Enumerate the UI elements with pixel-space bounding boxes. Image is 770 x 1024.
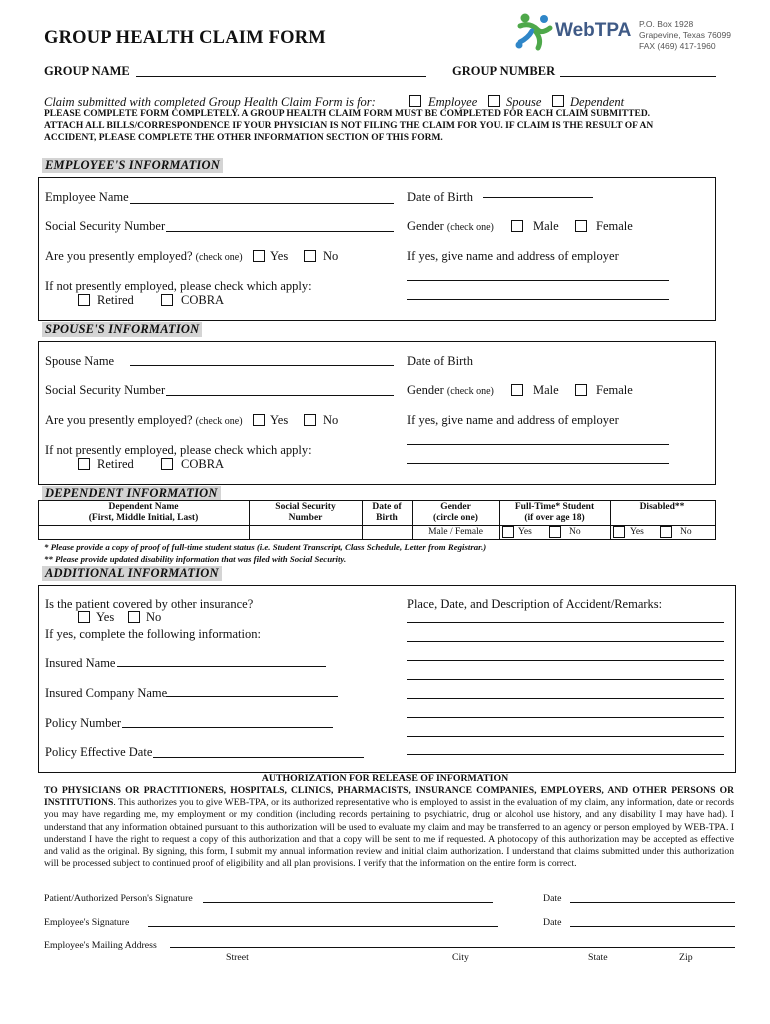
spouse-employed-no-label: No — [323, 413, 339, 427]
remarks-line-4[interactable] — [407, 679, 724, 680]
policy-number-label: Policy Number — [45, 716, 122, 730]
employee-cobra-label: COBRA — [181, 293, 225, 307]
instructions-line-1: PLEASE COMPLETE FORM COMPLETELY. A GROUP HEALTH CLAIM FORM MUST BE COMPLETED FOR EACH CLAIM SUBMITTED. — [44, 109, 651, 119]
dep-col-ssn-1: Social Security — [275, 502, 336, 512]
check-one-text: (check one) — [195, 416, 243, 427]
insured-company-label: Insured Company Name — [45, 686, 168, 700]
employee-employer-field-1[interactable] — [407, 280, 669, 281]
employee-signature-label: Employee's Signature — [44, 917, 130, 928]
dep-col-name-1: Dependent Name — [108, 502, 179, 512]
dependent-checkbox[interactable] — [552, 95, 564, 107]
employee-employed-yes-checkbox[interactable] — [253, 250, 265, 262]
dep-disabled-no-checkbox[interactable] — [660, 526, 672, 538]
insured-company-field[interactable] — [166, 696, 338, 697]
employee-employer-label: If yes, give name and address of employer — [407, 249, 619, 263]
accident-remarks-label: Place, Date, and Description of Accident/Remarks: — [407, 597, 663, 611]
employee-option: Employee — [428, 95, 478, 109]
spouse-retired-checkbox[interactable] — [78, 458, 90, 470]
spouse-employed-yes-checkbox[interactable] — [253, 414, 265, 426]
remarks-line-3[interactable] — [407, 660, 724, 661]
employee-section-heading: EMPLOYEE'S INFORMATION — [42, 158, 223, 173]
other-insurance-yes-checkbox[interactable] — [78, 611, 90, 623]
employee-date-field[interactable] — [570, 926, 735, 927]
spouse-female-checkbox[interactable] — [575, 384, 587, 396]
spouse-name-label: Spouse Name — [45, 354, 115, 368]
spouse-ssn-field[interactable] — [166, 395, 394, 396]
authorization-heading: AUTHORIZATION FOR RELEASE OF INFORMATION — [261, 773, 509, 784]
spouse-employer-label: If yes, give name and address of employer — [407, 413, 619, 427]
address-line-2: Grapevine, Texas 76099 — [639, 30, 731, 40]
employee-female-checkbox[interactable] — [575, 220, 587, 232]
dep-col-gender-1: Gender — [440, 502, 471, 512]
dependent-option: Dependent — [570, 95, 625, 109]
employee-name-label: Employee Name — [45, 190, 129, 204]
group-name-field[interactable] — [136, 76, 426, 77]
mailing-address-label: Employee's Mailing Address — [44, 940, 157, 951]
spouse-name-field[interactable] — [130, 365, 394, 366]
spouse-employer-field-1[interactable] — [407, 444, 669, 445]
employee-not-employed-label: If not presently employed, please check which apply: — [45, 279, 312, 293]
mailing-address-field[interactable] — [170, 947, 735, 948]
employee-cobra-checkbox[interactable] — [161, 294, 173, 306]
spouse-cobra-label: COBRA — [181, 457, 225, 471]
patient-date-label: Date — [543, 893, 562, 904]
address-line-1: P.O. Box 1928 — [639, 19, 694, 29]
webtpa-logo-icon — [512, 12, 556, 52]
employee-female-label: Female — [596, 219, 633, 233]
claim-for-label: Claim submitted with completed Group Health Claim Form is for: — [44, 95, 376, 109]
dependent-note-2: ** Please provide updated disability information that was filed with Social Security. — [44, 554, 347, 564]
other-insurance-no-checkbox[interactable] — [128, 611, 140, 623]
spouse-male-label: Male — [533, 383, 559, 397]
form-title: GROUP HEALTH CLAIM FORM — [44, 28, 326, 48]
instructions-line-2: ATTACH ALL BILLS/CORRESPONDENCE IF YOUR PHYSICIAN IS NOT FILING THE CLAIM FOR YOU. IF CLAIM IS THE RESULT OF AN — [44, 121, 654, 131]
employee-dob-label: Date of Birth — [407, 190, 473, 204]
remarks-line-5[interactable] — [407, 698, 724, 699]
spouse-employer-field-2[interactable] — [407, 463, 669, 464]
dep-disabled-no-label: No — [680, 527, 692, 537]
city-label: City — [452, 952, 469, 963]
authorization-body: . This authorizes you to give WEB-TPA, or its authorized representative who is employed to assist in the evaluation of my claim, any information, date or records you may have regarding me, my employment or my condition (including records pertaining to psychiatric, drug or alcohol use history, and any disability I may have had). I understand that any information obtained pursuant to this authorization will be used to evaluate my claim and may be transferred to an agency or person employed by WEB-TPA. I understand I have the right to request a copy of this authorization and that a copy will be sent to me if requested. A photocopy of this authorization may be accepted as effective and valid as the original. By signing, this form, I submit my annual information review and initial claim authorization. I understand that claims submitted under this authorization will be processed subject to continued proof of eligibility and all plan provisions. I verify that the information on the entire form is correct. — [44, 797, 734, 870]
spouse-female-label: Female — [596, 383, 633, 397]
spouse-dob-label: Date of Birth — [407, 354, 473, 368]
check-one-text: (check one) — [195, 252, 243, 263]
employee-employed-no-checkbox[interactable] — [304, 250, 316, 262]
dependent-section-heading: DEPENDENT INFORMATION — [42, 486, 221, 501]
dep-col-ssn-2: Number — [288, 513, 323, 523]
remarks-line-6[interactable] — [407, 717, 724, 718]
employee-male-checkbox[interactable] — [511, 220, 523, 232]
spouse-employed-no-checkbox[interactable] — [304, 414, 316, 426]
group-number-label: GROUP NUMBER — [452, 64, 556, 78]
employee-employer-field-2[interactable] — [407, 299, 669, 300]
check-one-text: (check one) — [446, 386, 494, 397]
group-name-label: GROUP NAME — [44, 64, 130, 78]
patient-date-field[interactable] — [570, 902, 735, 903]
dep-gender-values[interactable]: Male / Female — [428, 527, 483, 537]
employed-question: Are you presently employed? — [45, 413, 193, 427]
policy-effective-field[interactable] — [153, 757, 364, 758]
zip-label: Zip — [679, 952, 693, 963]
employee-employed-label — [45, 249, 243, 264]
complete-info-label: If yes, complete the following information: — [45, 627, 261, 641]
group-number-field[interactable] — [560, 76, 716, 77]
employee-employed-no-label: No — [323, 249, 339, 263]
employee-employed-yes-label: Yes — [270, 249, 289, 263]
logo-text: WebTPA — [555, 20, 632, 41]
spouse-ssn-label: Social Security Number — [45, 383, 166, 397]
employee-checkbox[interactable] — [409, 95, 421, 107]
employee-retired-label: Retired — [97, 293, 134, 307]
spouse-section-heading: SPOUSE'S INFORMATION — [42, 322, 202, 337]
remarks-line-8[interactable] — [407, 754, 724, 755]
state-label: State — [588, 952, 608, 963]
employee-dob-field[interactable] — [483, 197, 593, 198]
spouse-not-employed-label: If not presently employed, please check which apply: — [45, 443, 312, 457]
dep-disabled-yes-checkbox[interactable] — [613, 526, 625, 538]
additional-section-heading: ADDITIONAL INFORMATION — [42, 566, 222, 581]
other-insurance-no-label: No — [146, 610, 162, 624]
dep-col-disabled: Disabled** — [639, 502, 685, 512]
dep-student-no-checkbox[interactable] — [549, 526, 561, 538]
other-insurance-yes-label: Yes — [96, 610, 115, 624]
authorization-lead: TO PHYSICIANS OR PRACTITIONERS, HOSPITALS, CLINICS, PHARMACISTS, INSURANCE COMPANIES, EMPLOYERS, AND OTHER PERSONS OR INSTITUTIONS — [44, 785, 734, 809]
employee-ssn-field[interactable] — [166, 231, 394, 232]
gender-text: Gender — [407, 219, 444, 233]
employee-name-field[interactable] — [130, 203, 394, 204]
employee-retired-checkbox[interactable] — [78, 294, 90, 306]
dep-col-student-1: Full-Time* Student — [514, 502, 595, 512]
policy-number-field[interactable] — [122, 727, 333, 728]
employee-date-label: Date — [543, 917, 562, 928]
dep-col-student-2: (if over age 18) — [524, 513, 585, 523]
other-insurance-label: Is the patient covered by other insurance? — [45, 597, 254, 611]
remarks-line-7[interactable] — [407, 736, 724, 737]
spouse-checkbox[interactable] — [488, 95, 500, 107]
employee-male-label: Male — [533, 219, 559, 233]
employee-ssn-label: Social Security Number — [45, 219, 166, 233]
spouse-gender-label — [407, 383, 494, 398]
street-label: Street — [226, 952, 249, 963]
instructions-line-3: ACCIDENT, PLEASE COMPLETE THE OTHER INFORMATION SECTION OF THIS FORM. — [44, 133, 443, 143]
dep-col-name-2: (First, Middle Initial, Last) — [88, 513, 199, 523]
dep-col-dob-1: Date of — [372, 502, 402, 512]
insured-name-label: Insured Name — [45, 656, 116, 670]
remarks-line-1[interactable] — [407, 622, 724, 623]
spouse-male-checkbox[interactable] — [511, 384, 523, 396]
spouse-retired-label: Retired — [97, 457, 134, 471]
spouse-cobra-checkbox[interactable] — [161, 458, 173, 470]
employee-gender-label — [407, 219, 494, 234]
dep-student-yes-checkbox[interactable] — [502, 526, 514, 538]
dep-col-dob-2: Birth — [376, 513, 398, 523]
employed-question: Are you presently employed? — [45, 249, 193, 263]
dep-student-no-label: No — [569, 527, 581, 537]
patient-signature-field[interactable] — [203, 902, 493, 903]
check-one-text: (check one) — [446, 222, 494, 233]
dependent-note-1: * Please provide a copy of proof of full-time student status (i.e. Student Transcript, Class Schedule, Letter from Registrar.) — [44, 542, 487, 552]
patient-signature-label: Patient/Authorized Person's Signature — [44, 893, 193, 904]
spouse-employed-yes-label: Yes — [270, 413, 289, 427]
insured-name-field[interactable] — [117, 666, 326, 667]
dep-student-yes-label: Yes — [518, 527, 532, 537]
authorization-text — [44, 785, 734, 870]
dep-disabled-yes-label: Yes — [630, 527, 644, 537]
employee-signature-field[interactable] — [148, 926, 498, 927]
spouse-option: Spouse — [506, 95, 542, 109]
address-line-3: FAX (469) 417-1960 — [639, 41, 716, 51]
policy-effective-label: Policy Effective Date — [45, 745, 153, 759]
spouse-employed-label — [45, 413, 243, 428]
dep-col-gender-2: (circle one) — [433, 513, 478, 523]
remarks-line-2[interactable] — [407, 641, 724, 642]
gender-text: Gender — [407, 383, 444, 397]
